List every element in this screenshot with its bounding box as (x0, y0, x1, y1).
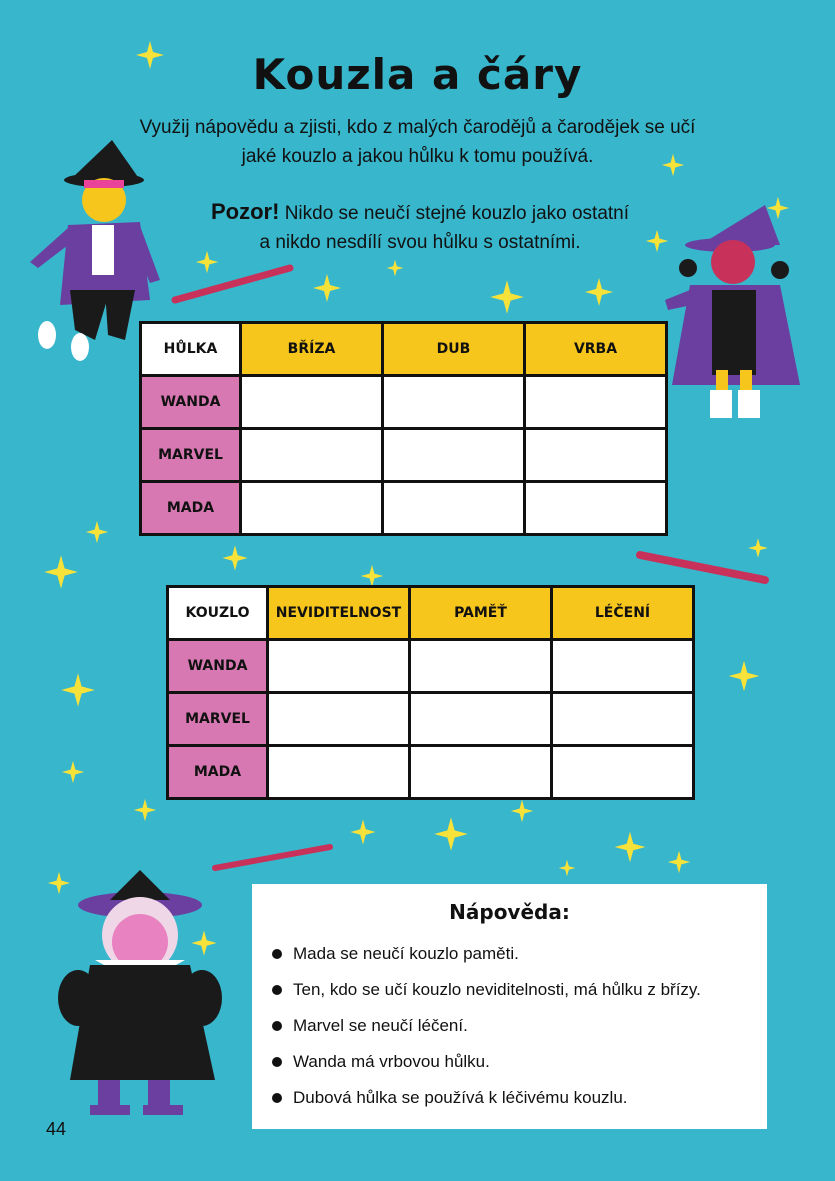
hint-item: Marvel se neučí léčení. (272, 1012, 701, 1048)
row-header: WANDA (168, 640, 268, 693)
star-icon (585, 278, 613, 306)
spell-logic-grid (166, 585, 695, 800)
row-header: MARVEL (141, 429, 241, 482)
grid-cell[interactable] (241, 482, 383, 535)
grid-cell[interactable] (525, 376, 667, 429)
grid-cell[interactable] (268, 640, 410, 693)
column-header: PAMĚŤ (410, 587, 552, 640)
grid-cell[interactable] (410, 746, 552, 799)
hint-item: Mada se neučí kouzlo paměti. (272, 940, 701, 976)
star-icon (61, 673, 95, 707)
column-header: VRBA (525, 323, 667, 376)
star-icon (48, 872, 70, 894)
grid-cell[interactable] (410, 640, 552, 693)
star-icon (62, 761, 84, 783)
witch-with-cat-hair-illustration (58, 870, 222, 1115)
grid-corner-label: HŮLKA (141, 323, 241, 376)
column-header: BŘÍZA (241, 323, 383, 376)
grid-cell[interactable] (525, 482, 667, 535)
intro-text (60, 113, 775, 171)
star-icon (767, 197, 789, 219)
grid-cell[interactable] (383, 429, 525, 482)
grid-cell[interactable] (383, 376, 525, 429)
star-icon (434, 817, 468, 851)
warning-text (120, 197, 720, 257)
intro-line-1: Využij nápovědu a zjisti, kdo z malých čarodějů a čarodějek se učí (139, 117, 696, 138)
star-icon (490, 280, 524, 314)
grid-cell[interactable] (410, 693, 552, 746)
grid-cell[interactable] (241, 376, 383, 429)
star-icon (86, 521, 108, 543)
wand-logic-grid (139, 321, 668, 536)
grid-cell[interactable] (552, 640, 694, 693)
grid-cell[interactable] (268, 746, 410, 799)
hint-list (272, 940, 701, 1120)
star-icon (134, 799, 156, 821)
hint-box (252, 884, 767, 1129)
column-header: DUB (383, 323, 525, 376)
star-icon (361, 565, 383, 587)
row-header: MARVEL (168, 693, 268, 746)
grid-cell[interactable] (525, 429, 667, 482)
grid-cell[interactable] (268, 693, 410, 746)
warning-label: Pozor! (210, 199, 280, 224)
star-icon (511, 800, 533, 822)
star-icon (668, 851, 690, 873)
grid-cell[interactable] (241, 429, 383, 482)
hint-item: Dubová hůlka se používá k léčivému kouzlu. (272, 1084, 701, 1120)
star-icon (313, 274, 341, 302)
column-header: NEVIDITELNOST (268, 587, 410, 640)
grid-corner-label: KOUZLO (168, 587, 268, 640)
row-header: MADA (168, 746, 268, 799)
star-icon (222, 545, 247, 570)
star-icon (748, 538, 768, 558)
star-icon (559, 860, 576, 877)
intro-line-2: jaké kouzlo a jakou hůlku k tomu používá. (241, 146, 594, 167)
grid-cell[interactable] (552, 746, 694, 799)
row-header: WANDA (141, 376, 241, 429)
star-icon (729, 661, 760, 692)
row-header: MADA (141, 482, 241, 535)
hint-title: Nápověda: (449, 900, 570, 924)
page-number: 44 (46, 1119, 67, 1139)
star-icon (350, 819, 375, 844)
warning-line-2: a nikdo nesdílí svou hůlku s ostatními. (259, 232, 581, 253)
star-icon (387, 260, 404, 277)
star-icon (44, 555, 78, 589)
warning-line-1: Nikdo se neučí stejné kouzlo jako ostatní (284, 203, 630, 224)
column-header: LÉČENÍ (552, 587, 694, 640)
hint-item: Wanda má vrbovou hůlku. (272, 1048, 701, 1084)
grid-cell[interactable] (552, 693, 694, 746)
hint-item: Ten, kdo se učí kouzlo neviditelnosti, má hůlku z břízy. (272, 976, 701, 1012)
star-icon (615, 832, 646, 863)
star-icon (191, 930, 216, 955)
grid-cell[interactable] (383, 482, 525, 535)
page-title: Kouzla a čáry (252, 50, 583, 99)
